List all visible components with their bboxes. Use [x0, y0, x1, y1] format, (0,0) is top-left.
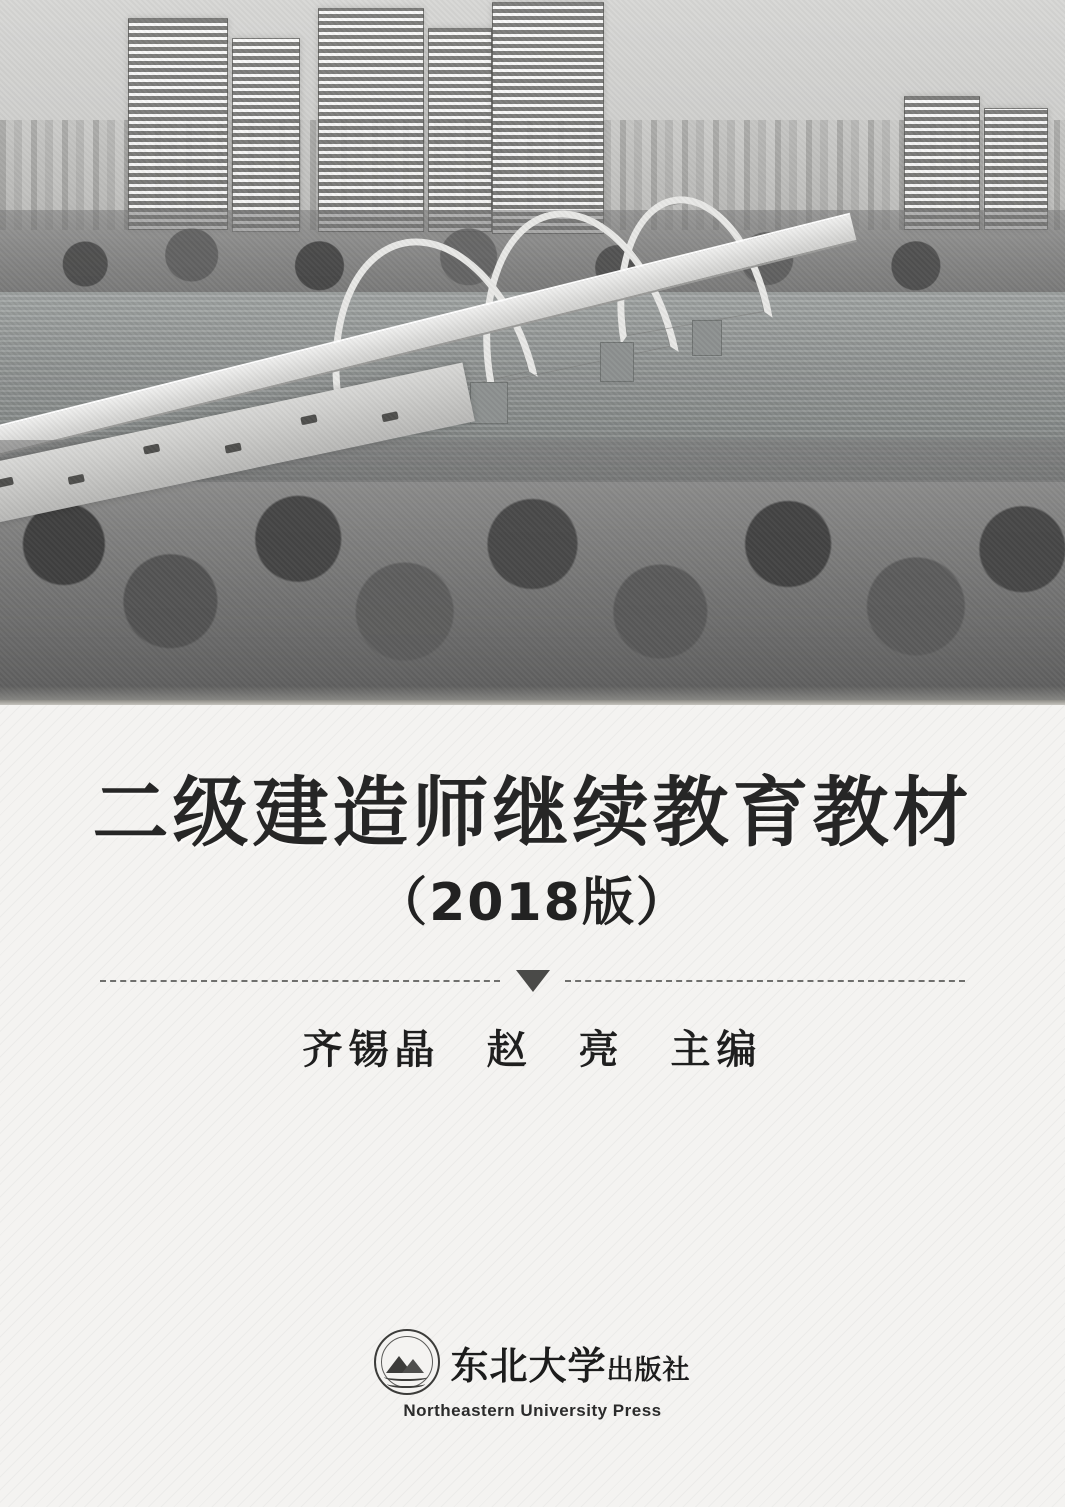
car	[300, 414, 317, 425]
chevron-down-icon	[516, 970, 550, 992]
car	[381, 411, 398, 422]
book-authors: 齐锡晶 赵 亮 主编	[302, 1027, 763, 1073]
publisher-logo-icon	[374, 1329, 440, 1395]
cover-text-panel	[0, 700, 1065, 1507]
divider-dash-right	[565, 980, 965, 982]
publisher-name-cn	[450, 1335, 690, 1390]
apartment-tower	[492, 2, 604, 234]
publisher-block	[0, 1329, 1065, 1421]
apartment-tower	[318, 8, 424, 232]
apartment-tower	[128, 18, 228, 230]
car	[143, 443, 160, 454]
decorative-divider	[100, 968, 965, 994]
bridge-pier	[600, 342, 634, 382]
car	[225, 442, 242, 453]
car	[0, 477, 14, 488]
photo-bottom-fade	[0, 686, 1065, 700]
publisher-name-primary: 东北大学	[450, 1343, 607, 1388]
publisher-name-secondary: 出版社	[606, 1354, 691, 1386]
apartment-tower	[232, 38, 300, 232]
bridge-pier	[470, 382, 508, 424]
book-edition: （2018版）	[375, 873, 690, 933]
car	[68, 474, 85, 485]
cover-photograph	[0, 0, 1065, 700]
apartment-tower	[428, 28, 492, 232]
bridge-pier	[692, 320, 722, 356]
publisher-name-en: Northeastern University Press	[403, 1401, 662, 1420]
panel-top-rule	[0, 700, 1065, 705]
book-title: 二级建造师继续教育教材	[92, 768, 973, 857]
divider-dash-left	[100, 980, 500, 982]
